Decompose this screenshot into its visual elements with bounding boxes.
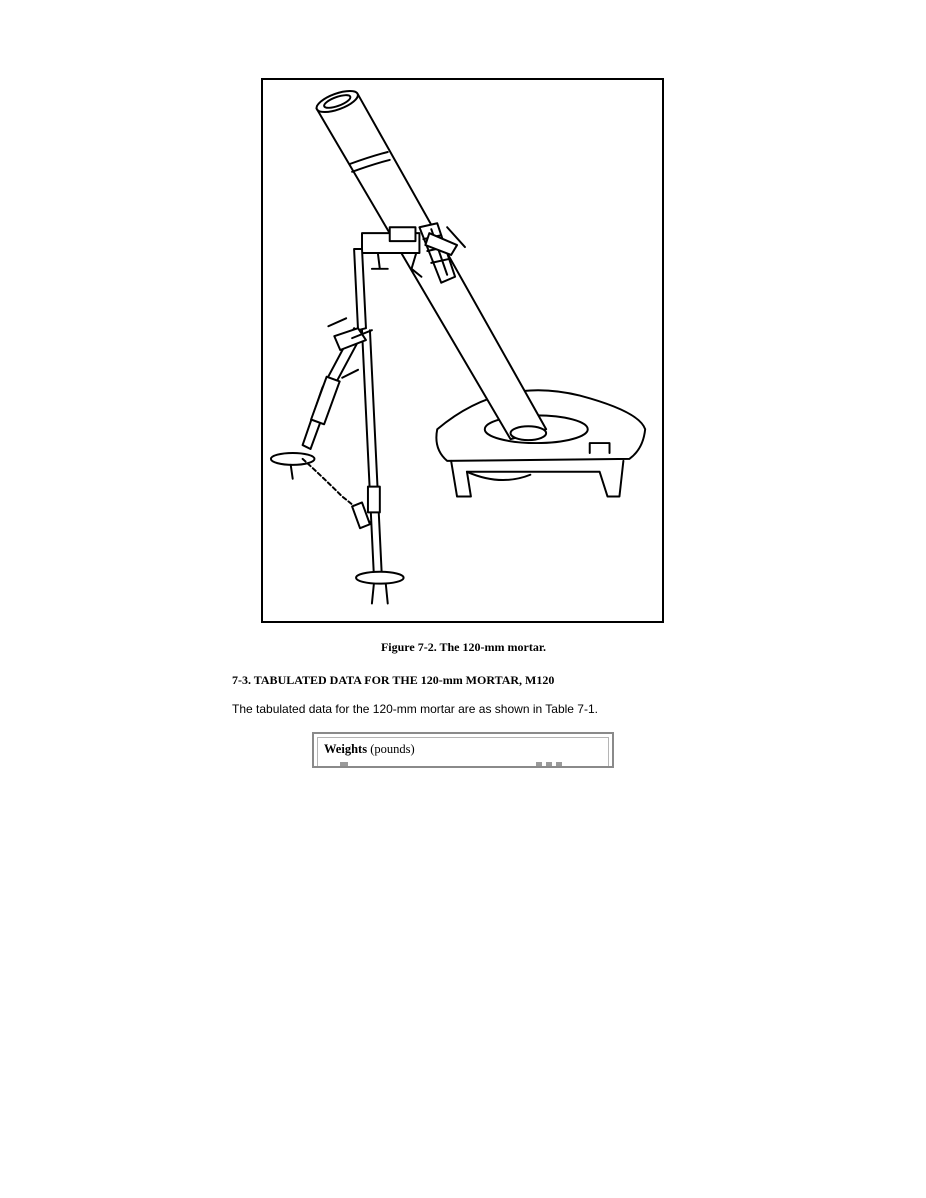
section-body-text: The tabulated data for the 120-mm mortar are as shown in Table 7-1. bbox=[232, 702, 598, 716]
figure-frame bbox=[261, 78, 664, 623]
table-cut-off-row bbox=[326, 762, 600, 766]
table-title bbox=[324, 742, 415, 757]
section-heading: 7-3. TABULATED DATA FOR THE 120-mm MORTAR, M120 bbox=[232, 673, 555, 687]
bipod-left-leg bbox=[354, 249, 366, 330]
table-title-bold: Weights bbox=[324, 742, 368, 756]
table-title-rest: (pounds) bbox=[367, 742, 415, 756]
figure-caption: Figure 7-2. The 120-mm mortar. bbox=[380, 640, 547, 654]
tabulated-data-table bbox=[312, 732, 614, 768]
mortar-illustration-icon bbox=[263, 80, 662, 621]
barrel bbox=[316, 95, 546, 440]
